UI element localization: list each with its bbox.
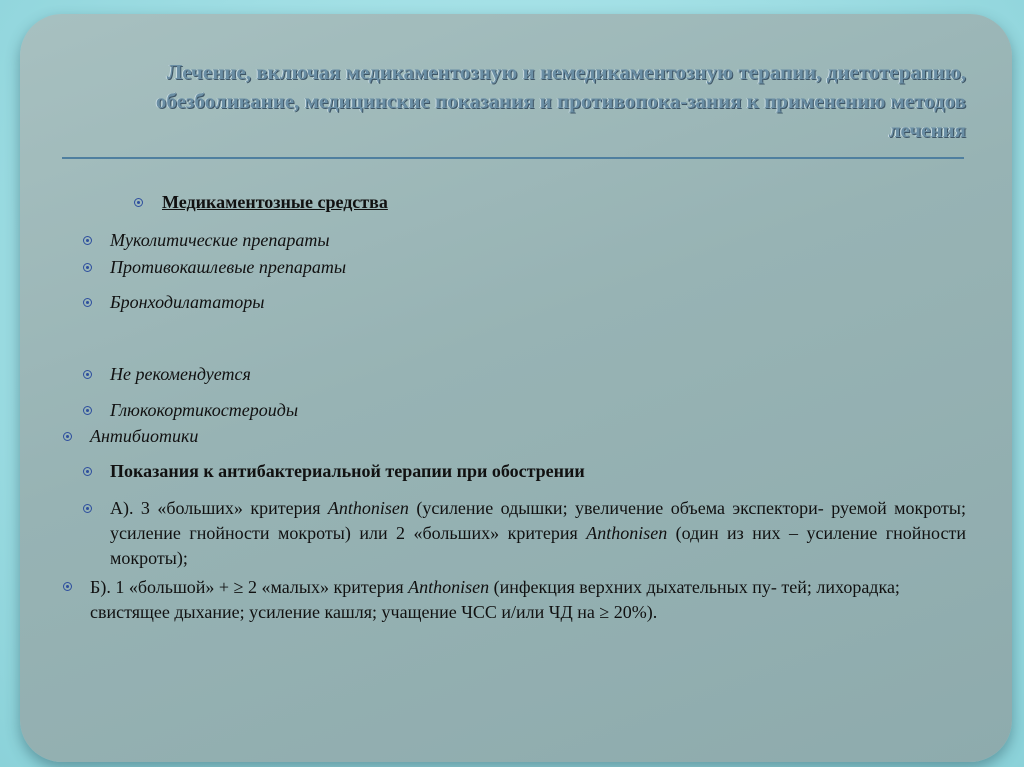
bullet-icon (83, 236, 92, 245)
criterion-b-part1: Б). 1 «большой» + ≥ 2 «малых» критерия (90, 577, 409, 597)
criterion-a-part1: А). 3 «больших» критерия (110, 498, 328, 518)
list-item-glucocorticosteroids: Глюкокортикостероиды (110, 400, 299, 420)
bullet-icon (83, 504, 92, 513)
bullet-icon (63, 432, 72, 441)
slide-title: Лечение, включая медикаментозную и немедикаментозную терапии, диетотерапию, обезболивание, медицинские показания и противопока-зания к применению методов лечения (155, 60, 966, 142)
criterion-a-name2: Anthonisen (586, 523, 668, 543)
criterion-a-part3: (один из них – усиление гнойности мокроты); (110, 523, 966, 568)
bullet-icon (63, 582, 72, 591)
bullet-icon (83, 263, 92, 272)
bullet-icon (134, 198, 143, 207)
list-item-mucolytic: Муколитические препараты (110, 230, 330, 250)
bullet-icon (83, 467, 92, 476)
indications-heading: Показания к антибактериальной терапии при обострении (110, 461, 585, 481)
bullet-icon (83, 406, 92, 415)
bullet-icon (83, 370, 92, 379)
list-item-not-recommended: Не рекомендуется (110, 364, 251, 384)
list-item-bronchodilators: Бронходилататоры (110, 292, 265, 312)
criterion-b (90, 575, 950, 625)
title-divider (62, 157, 964, 159)
criterion-b-name: Anthonisen (408, 577, 490, 597)
criterion-a-name1: Anthonisen (327, 498, 409, 518)
criterion-a-part2: (усиление одышки; увеличение объема экспектори- руемой мокроты; усиление гнойности мокроты) или 2 «больших» критерия (110, 498, 967, 543)
criterion-a (110, 496, 966, 571)
drugs-heading: Медикаментозные средства (162, 192, 388, 212)
criterion-b-part2: (инфекция верхних дыхательных пу- тей; лихорадка; свистящее дыхание; усиление кашля; учащение ЧСС и/или ЧД на ≥ 20%). (90, 577, 900, 622)
list-item-antibiotics: Антибиотики (90, 426, 199, 446)
list-item-antitussive: Противокашлевые препараты (110, 257, 347, 277)
bullet-icon (83, 298, 92, 307)
